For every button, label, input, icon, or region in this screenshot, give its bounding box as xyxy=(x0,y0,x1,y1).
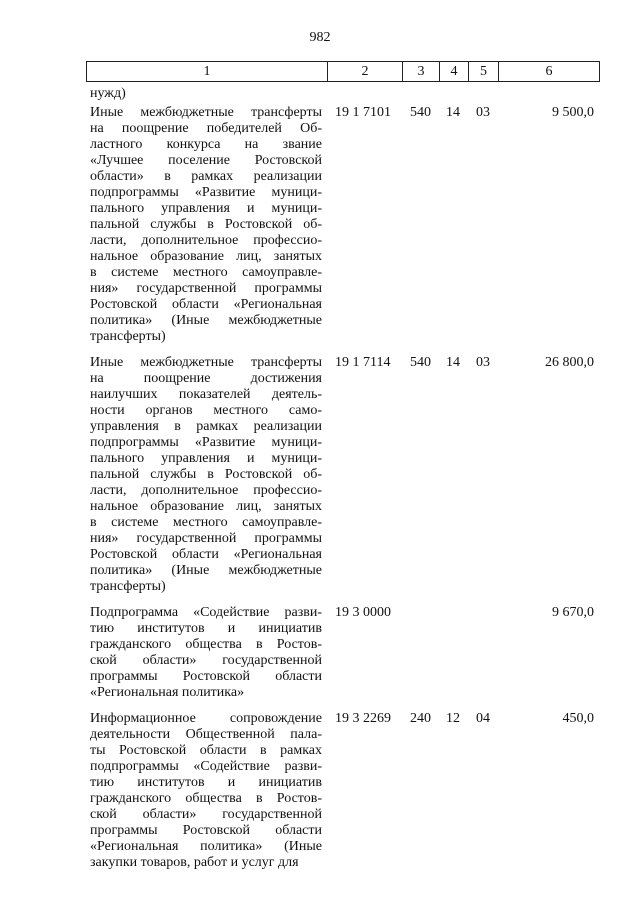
row-name-line: политика» (Иные межбюджетные xyxy=(90,313,322,328)
row-pr: 03 xyxy=(476,105,490,120)
row-name-line: гражданского общества в Ростов- xyxy=(90,791,322,806)
row-name-line: трансферты) xyxy=(90,579,166,594)
row-name-line: на поощрение победителей Об- xyxy=(90,121,322,136)
row-name-line: пальной службы в Ростовской об- xyxy=(90,217,322,232)
header-col-5: 5 xyxy=(468,62,498,81)
row-name-line: «Региональная политика» (Иные xyxy=(90,839,322,854)
page-number: 982 xyxy=(309,30,331,45)
header-col-4: 4 xyxy=(439,62,468,81)
row-name-line: нальное образование лиц, занятых xyxy=(90,249,322,264)
row-name-line: тию институтов и инициатив xyxy=(90,775,322,790)
row-sum: 9 670,0 xyxy=(552,605,594,620)
row-name-line: управления в рамках реализации xyxy=(90,419,322,434)
row-name-line: в системе местного самоуправле- xyxy=(90,265,322,280)
row-name-line: Подпрограмма «Содействие разви- xyxy=(90,605,322,620)
row-name xyxy=(90,711,322,871)
row-name-line: ласти, дополнительное профессио- xyxy=(90,483,322,498)
row-name xyxy=(90,105,322,345)
row-name xyxy=(90,86,322,102)
row-rz: 14 xyxy=(446,105,460,120)
row-name-line: закупки товаров, работ и услуг для xyxy=(90,855,299,870)
header-col-1: 1 xyxy=(203,63,211,79)
row-name-line: наилучших показателей деятель- xyxy=(90,387,322,402)
row-sum: 9 500,0 xyxy=(552,105,594,120)
row-name-line: ласти, дополнительное профессио- xyxy=(90,233,322,248)
row-name-line: Ростовской области «Региональная xyxy=(90,297,322,312)
row-code: 19 3 0000 xyxy=(335,605,391,620)
table-row xyxy=(90,711,598,871)
table-row xyxy=(90,355,598,595)
row-rz: 14 xyxy=(446,355,460,370)
row-sum: 26 800,0 xyxy=(545,355,594,370)
row-sum: 450,0 xyxy=(562,711,594,726)
row-name-line: «Лучшее поселение Ростовской xyxy=(90,153,322,168)
row-name-line: Иные межбюджетные трансферты xyxy=(90,355,322,370)
row-name-line: в системе местного самоуправле- xyxy=(90,515,322,530)
row-name-line: деятельности Общественной пала- xyxy=(90,727,322,742)
table-body xyxy=(90,86,598,881)
row-name-line: нужд) xyxy=(90,86,126,101)
row-code: 19 3 2269 xyxy=(335,711,391,726)
row-name-line: пального управления и муници- xyxy=(90,201,322,216)
row-name-line: ластного конкурса на звание xyxy=(90,137,322,152)
row-name-line: ности органов местного само- xyxy=(90,403,322,418)
row-name xyxy=(90,605,322,701)
row-name-line: подпрограммы «Развитие муници- xyxy=(90,185,322,200)
row-name-line: Иные межбюджетные трансферты xyxy=(90,105,322,120)
row-name-line: нальное образование лиц, занятых xyxy=(90,499,322,514)
row-name-line: ния» государственной программы xyxy=(90,531,322,546)
row-name-line: трансферты) xyxy=(90,329,166,344)
row-name-line: Информационное сопровождение xyxy=(90,711,322,726)
row-name-line: программы Ростовской области xyxy=(90,669,322,684)
row-name-line: ния» государственной программы xyxy=(90,281,322,296)
table-row xyxy=(90,605,598,701)
row-name-line: ской области» государственной xyxy=(90,807,322,822)
row-name-line: «Региональная политика» xyxy=(90,685,245,700)
row-name-line: Ростовской области «Региональная xyxy=(90,547,322,562)
header-col-2: 2 xyxy=(327,62,402,81)
row-code: 19 1 7114 xyxy=(335,355,391,370)
row-name-line: на поощрение достижения xyxy=(90,371,322,386)
row-name-line: тию институтов и инициатив xyxy=(90,621,322,636)
row-name-line: подпрограммы «Содействие разви- xyxy=(90,759,322,774)
row-vr: 540 xyxy=(410,105,431,120)
row-name-line: политика» (Иные межбюджетные xyxy=(90,563,322,578)
row-name-line: пального управления и муници- xyxy=(90,451,322,466)
table-row xyxy=(90,86,598,102)
row-name-line: подпрограммы «Развитие муници- xyxy=(90,435,322,450)
row-name xyxy=(90,355,322,595)
row-name-line: программы Ростовской области xyxy=(90,823,322,838)
table-header xyxy=(86,61,600,82)
row-rz: 12 xyxy=(446,711,460,726)
header-col-6: 6 xyxy=(498,62,599,81)
row-pr: 03 xyxy=(476,355,490,370)
row-code: 19 1 7101 xyxy=(335,105,391,120)
row-name-line: пальной службы в Ростовской об- xyxy=(90,467,322,482)
row-name-line: ты Ростовской области в рамках xyxy=(90,743,322,758)
row-name-line: гражданского общества в Ростов- xyxy=(90,637,322,652)
row-name-line: ской области» государственной xyxy=(90,653,322,668)
row-vr: 540 xyxy=(410,355,431,370)
row-name-line: области» в рамках реализации xyxy=(90,169,322,184)
row-vr: 240 xyxy=(410,711,431,726)
header-col-3: 3 xyxy=(402,62,439,81)
row-pr: 04 xyxy=(476,711,490,726)
table-row xyxy=(90,105,598,345)
